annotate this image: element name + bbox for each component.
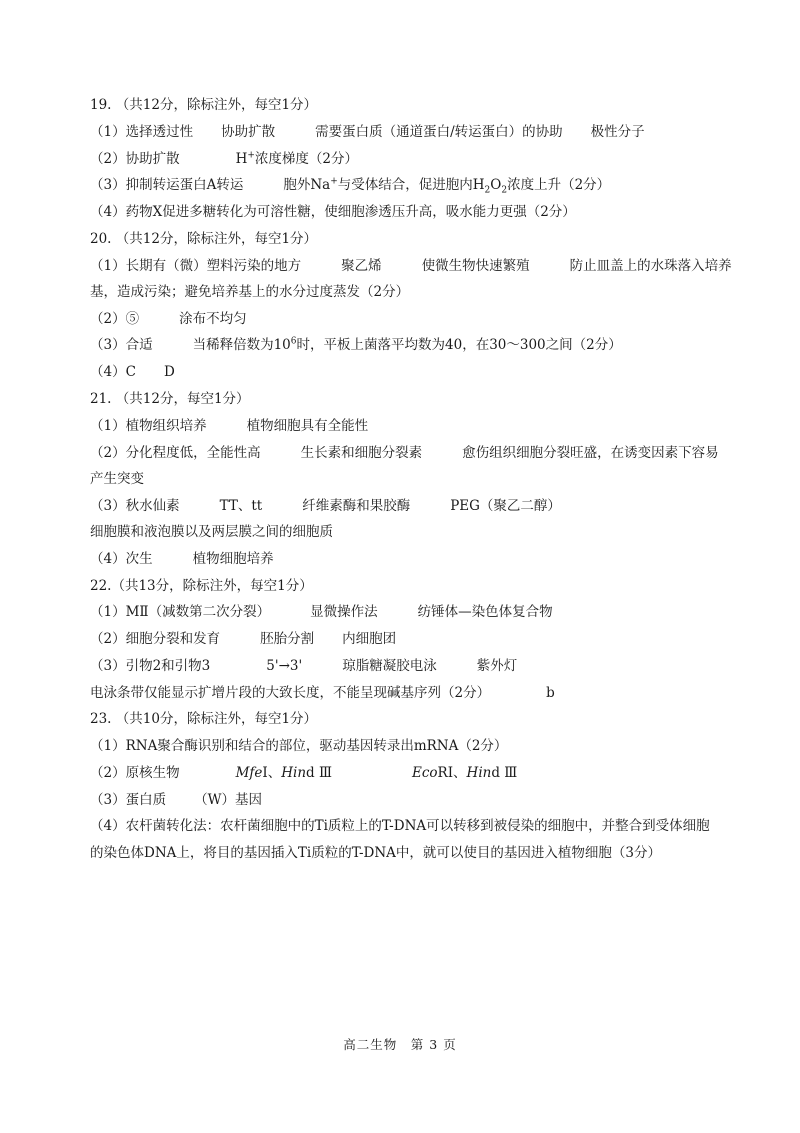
q19-line-4: （4）药物X促进多糖转化为可溶性糖，使细胞渗透压升高，吸水能力更强（2分） <box>90 204 576 220</box>
q20-heading: 20. （共12分，除标注外，每空1分） <box>90 231 318 247</box>
q21-line-2: （2）分化程度低，全能性高 生长素和细胞分裂素 愈伤组织细胞分裂旺盛，在诱变因素下容易 <box>90 445 719 461</box>
q19-line-1: （1）选择透过性 协助扩散 需要蛋白质（通道蛋白/转运蛋白）的协助 极性分子 <box>90 124 645 140</box>
q19-heading: 19. （共12分，除标注外，每空1分） <box>90 97 318 113</box>
q22-line-3: （3）引物2和引物3 5'→3' 琼脂糖凝胶电泳 紫外灯 <box>90 658 518 674</box>
q23-line-4-continued: 的染色体DNA上，将目的基因插入Ti质粒的T-DNA中，就可以使目的基因进入植物细胞（3分） <box>90 845 662 861</box>
q21-line-2-continued: 产生突变 <box>90 471 144 487</box>
q23-line-3: （3）蛋白质 （W）基因 <box>90 792 262 808</box>
q21-heading: 21. （共12分，每空1分） <box>90 391 250 407</box>
q23-line-1: （1）RNA聚合酶识别和结合的部位，驱动基因转录出mRNA（2分） <box>90 738 508 754</box>
page-footer: 高二生物 第 3 页 <box>343 1037 457 1052</box>
q22-line-3-continued: 电泳条带仅能显示扩增片段的大致长度，不能呈现碱基序列（2分） b <box>90 685 555 701</box>
q21-line-4: （4）次生 植物细胞培养 <box>90 551 274 567</box>
q19-line-3: （3）抑制转运蛋白A转运 胞外Na+与受体结合，促进胞内$H_2O_2$浓度上升（2分） <box>90 176 611 196</box>
q23-heading: 23. （共10分，除标注外，每空1分） <box>90 711 318 727</box>
q20-line-4: （4）C D <box>90 364 175 380</box>
q22-line-2: （2）细胞分裂和发育 胚胎分割 内细胞团 <box>90 631 397 647</box>
q20-line-3: （3）合适 当稀释倍数为$10^6$时，平板上菌落平均数为40，在30～300之间（2分） <box>90 336 622 353</box>
q21-line-3-continued: 细胞膜和液泡膜以及两层膜之间的细胞质 <box>90 524 333 540</box>
q21-line-3: （3）秋水仙素 TT、tt 纤维素酶和果胶酶 PEG（聚乙二醇） <box>90 498 561 514</box>
q20-line-1-continued: 基，造成污染；避免培养基上的水分过度蒸发（2分） <box>90 284 410 300</box>
q21-line-1: （1）植物组织培养 植物细胞具有全能性 <box>90 418 369 434</box>
q22-heading: 22.（共13分，除标注外，每空1分） <box>90 578 313 594</box>
q23-line-2: （2）原核生物 MfeⅠ、Hind Ⅲ EcoRⅠ、Hind Ⅲ <box>90 765 518 781</box>
q19-line-2: （2）协助扩散 H+浓度梯度（2分） <box>90 150 359 167</box>
q20-line-1: （1）长期有（微）塑料污染的地方 聚乙烯 使微生物快速繁殖 防止皿盖上的水珠落入培养 <box>90 258 732 274</box>
q23-line-4: （4）农杆菌转化法：农杆菌细胞中的Ti质粒上的T-DNA可以转移到被侵染的细胞中，并整合到受体细胞 <box>90 818 710 834</box>
q20-line-2: （2）⑤ 涂布不均匀 <box>90 311 247 327</box>
q22-line-1: （1）MⅡ（减数第二次分裂） 显微操作法 纺锤体—染色体复合物 <box>90 604 553 620</box>
